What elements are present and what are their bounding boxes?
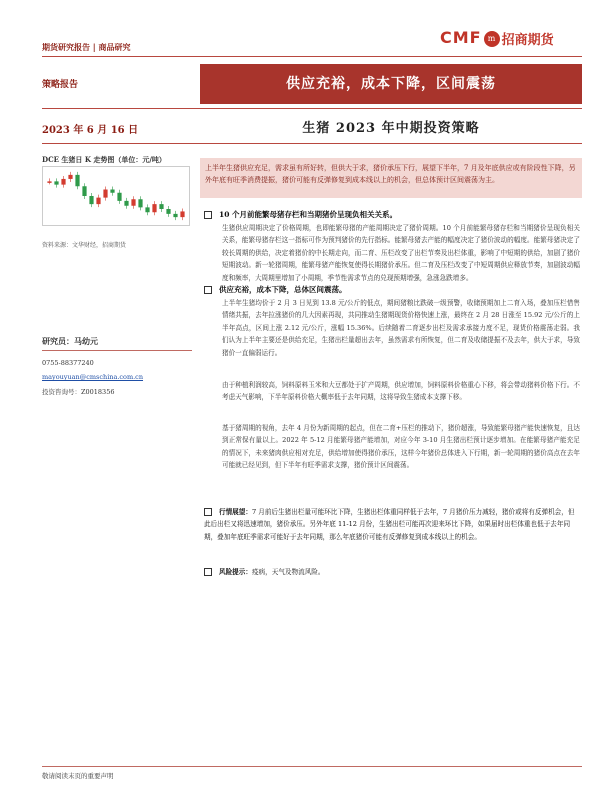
section-2-paragraph-1: 上半年生猪均价于 2 月 3 日见到 13.8 元/公斤的低点，期间猪粮比跌破一级预警，收储预期加上二育入场，叠加压栏惜售情绪共振，去年拉涨猪价的几大因素再现，共同推动生猪期现货价格快速上涨，最终在 2 月 28 日涨至 15.92 元/公斤的上半年高点，区间上涨 2.12 元/公斤，涨幅 15.36%。后续随着二育逐步出栏及需求承接力度不足，现货价格震荡走弱。我们认为上半年主要还是供给充足，生猪出栏量超出去年，虽然需求有所恢复，但二育及收储提振不及去年，供大于求，导致猪价一直偏弱运行。	[222, 299, 580, 357]
candle-body	[47, 181, 51, 183]
strategy-label: 策略报告	[42, 80, 79, 90]
candle-body	[131, 199, 135, 206]
analyst-email[interactable]: mayouyuan@cmschina.com.cn	[42, 373, 144, 381]
outlook-section: 行情展望：7 月前后生猪出栏量可能环比下降，生猪出栏体重同样低于去年，7 月猪价压力减轻，猪价或将有反弹机会，但此后出栏又将迅速增加，猪价承压。另外年底 11-12 月份，生猪出栏可能再次迎来环比下降，如果届时出栏体重也低于去年同期，叠加年底旺季需求可能好于去年同期，那么年底猪价可能有反弹修复到成本线以上的机会。	[204, 508, 575, 541]
section-2-paragraph-3: 基于猪周期的视角，去年 4 月份为新周期的起点，但在二育+压栏的推动下，猪价超涨，导致能繁母猪产能快速恢复，且达到正常保有量以上。2022 年 5-12 月能繁母猪产能增加，对应今年 3-10 月生猪出栏预计逐步增加。在能繁母猪产能充足的情况下，未来猪肉供应相对充足，供给增加使得猪价承压，这样今年猪价总体进入下行期，新一轮周期的猪价高点在去年可能就已经见到，但下半年有旺季需求支撑，猪价预计区间震荡。	[222, 424, 580, 470]
license-number: 投资咨询号：Z0018356	[42, 388, 115, 396]
checkbox-icon	[204, 568, 212, 576]
header-rule	[42, 56, 582, 57]
candle-body	[54, 181, 58, 184]
report-date: 2023 年 6 月 16 日	[42, 125, 139, 136]
risk-section: 风险提示：疫病，天气及物流风险。	[204, 566, 325, 576]
candle-body	[61, 179, 65, 185]
candle-body	[152, 204, 156, 212]
section-heading-2: 供应充裕，成本下降，总体区间震荡。	[204, 284, 347, 295]
checkbox-icon	[204, 286, 212, 294]
section-1-paragraph: 生猪供应周期决定了价格周期，也即能繁母猪的产能周期决定了猪价周期。10 个月前能繁母猪存栏和当期猪价呈现负相关关系，能繁母猪存栏这一指标可作为预判猪价的先行指标。能繁母猪去产能的幅度决定了猪价波动的幅度。能繁母猪决定了较长周期的供给，决定着猪价的中长期走向，而二育、压栏改变了出栏节奏及出栏体重，影响了中短期的供给，加剧了猪价短期波动。新一轮猪周期，能繁母猪产能恢复使得长期猪价承压。但二育及压栏改变了中短周期供应释放节奏，加剧波动幅度和频率，大周期里增加了小周期，季节性需求节点的兑现预期增强，急涨急跌增多。	[222, 224, 580, 282]
chart-title: DCE 生猪日 K 走势图（单位：元/吨）	[42, 155, 166, 164]
logo-text: CMF	[440, 28, 482, 47]
footer-rule	[42, 766, 582, 767]
candle-body	[173, 214, 177, 217]
analyst-name: 研究员：马幼元	[42, 336, 98, 346]
candle-body	[145, 207, 149, 212]
title-rule	[42, 143, 582, 144]
cmf-logo	[440, 28, 580, 50]
logo-mark-icon: m	[484, 31, 500, 47]
checkbox-icon	[204, 211, 212, 219]
price-chart	[42, 166, 190, 226]
candle-body	[103, 190, 107, 198]
candle-body	[96, 198, 100, 205]
candle-body	[75, 175, 79, 186]
candle-body	[89, 196, 93, 204]
chart-frame	[43, 167, 190, 226]
checkbox-icon	[204, 508, 212, 516]
banner-rule	[42, 108, 582, 109]
analyst-phone: 0755-88377240	[42, 359, 94, 367]
candle-body	[110, 190, 114, 193]
logo-cn-text: 招商期货	[501, 33, 554, 48]
candle-body	[68, 175, 72, 179]
candle-body	[117, 193, 121, 201]
candle-body	[124, 201, 128, 206]
candle-body	[138, 199, 142, 207]
summary-text: 上半年生猪供应充足，需求虽有所好转，但供大于求，猪价承压下行，展望下半年，7 月及年底供应或有阶段性下降，另外年底有旺季消费提振，猪价可能有反弹修复到成本线以上的机会，但总体预计区间震荡为主。	[205, 164, 576, 184]
section-heading-1: 10 个月前能繁母猪存栏和当期猪价呈现负相关关系。	[204, 209, 397, 220]
candle-body	[180, 211, 184, 217]
headline-text: 供应充裕，成本下降，区间震荡	[286, 76, 496, 92]
section-2-paragraph-2: 由于种植利润较高，饲料原料玉米和大豆都处于扩产周期，供应增加，饲料原料价格重心下移，将会带动猪料价格下行。不考虑天气影响，下半年原料价格大概率低于去年同期，这将导致生猪成本支撑下移。	[222, 381, 580, 402]
analyst-rule	[42, 350, 192, 351]
chart-source: 资料来源：文华财经，招商期货	[42, 242, 127, 249]
candle-body	[82, 186, 86, 196]
report-title: 生猪 2023 年中期投资策略	[302, 121, 480, 136]
report-type-label: 期货研究报告 | 商品研究	[42, 42, 131, 52]
candle-body	[166, 209, 170, 214]
candle-body	[159, 204, 163, 209]
footer-disclaimer: 敬请阅读末页的重要声明	[42, 772, 114, 780]
